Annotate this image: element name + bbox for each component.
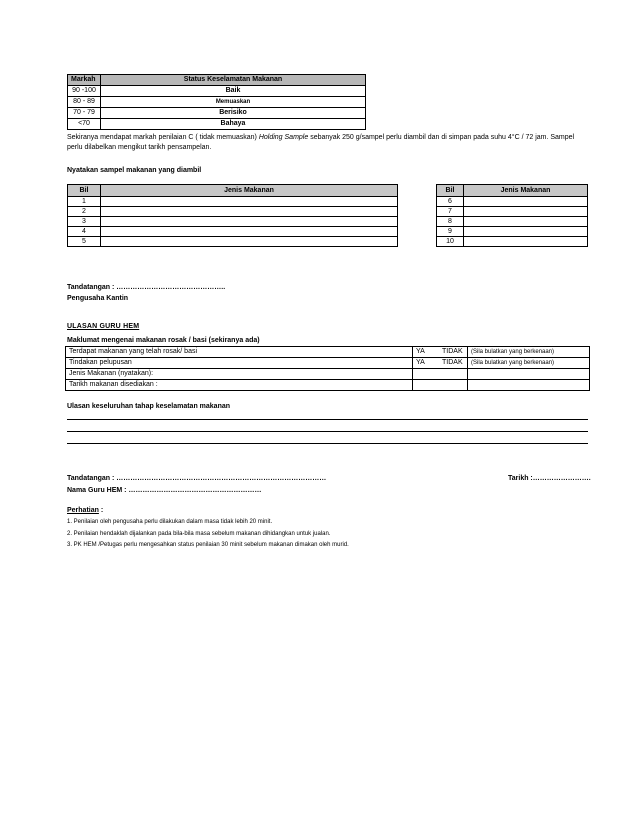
note-item: 3. PK HEM /Petugas perlu mengesahkan status penilaian 30 minit sebelum makanan dimakan oleh murid. [67,542,349,548]
table-row [68,217,588,227]
tidak-option[interactable]: TIDAK [439,358,468,369]
empty-cell[interactable] [413,369,440,380]
header-bil-left: Bil [68,185,101,197]
hem-title: ULASAN GURU HEM [67,323,140,330]
holding-sample-note [67,133,597,153]
ya-option[interactable]: YA [413,347,440,358]
hem-row-label: Jenis Makanan (nyatakan): [66,369,413,380]
comment-line[interactable] [67,443,588,444]
note-line-1-pre: Sekiranya mendapat markah penilaian C ( tidak memuaskan) [67,134,259,141]
jenis-makanan-field[interactable] [464,237,588,247]
status-cell: Memuaskan [101,97,366,108]
table-row [68,207,588,217]
bil-cell: 1 [68,197,101,207]
jenis-makanan-field[interactable] [464,207,588,217]
notes-title [67,506,103,516]
signature-line-canteen: Tandatangan : ……………………………………….. [67,284,226,291]
status-cell: Baik [101,86,366,97]
jenis-makanan-field[interactable] [101,207,398,217]
tidak-option[interactable]: TIDAK [439,347,468,358]
bil-cell: 4 [68,227,101,237]
empty-cell[interactable] [439,380,468,391]
header-status: Status Keselamatan Makanan [101,75,366,86]
hem-row-label: Tarikh makanan disediakan : [66,380,413,391]
jenis-makanan-field[interactable] [464,227,588,237]
jenis-makanan-field[interactable] [101,217,398,227]
jenis-makanan-field[interactable] [101,227,398,237]
signature-role-canteen: Pengusaha Kantin [67,295,129,302]
table-row [68,108,366,119]
bil-cell: 8 [437,217,464,227]
bil-cell: 10 [437,237,464,247]
jenis-makanan-field[interactable] [101,197,398,207]
circle-note: (Sila bulatkan yang berkenaan) [468,347,590,358]
gap-cell [398,197,437,207]
gap-cell [398,217,437,227]
sample-heading: Nyatakan sampel makanan yang diambil [67,167,202,174]
jenis-makanan-field[interactable] [464,197,588,207]
notes-title-text: Perhatian [67,507,99,514]
status-cell: Berisiko [101,108,366,119]
overall-heading: Ulasan keseluruhan tahap keselamatan makanan [67,403,231,410]
bil-cell: 6 [437,197,464,207]
markah-cell: 70 - 79 [68,108,101,119]
table-row [68,227,588,237]
table-row [68,197,588,207]
jenis-makanan-field[interactable] [101,237,398,247]
note-item: 1. Penilaian oleh pengusaha perlu dilakukan dalam masa tidak lebih 20 minit. [67,519,273,525]
hem-row-label: Terdapat makanan yang telah rosak/ basi [66,347,413,358]
note-item: 2. Penilaian hendaklah dijalankan pada bila-bila masa sebelum makanan dihidangkan untuk jualan. [67,531,331,537]
comment-line[interactable] [67,431,588,432]
bil-cell: 3 [68,217,101,227]
hem-table [65,346,590,391]
bil-cell: 2 [68,207,101,217]
table-row [68,97,366,108]
table-row [68,86,366,97]
notes-title-colon: : [98,507,104,514]
empty-cell[interactable] [439,369,468,380]
bil-cell: 9 [437,227,464,237]
hem-row-label: Tindakan pelupusan [66,358,413,369]
bil-cell: 5 [68,237,101,247]
empty-cell[interactable] [468,380,590,391]
header-jenis-left: Jenis Makanan [101,185,398,197]
note-line-1 [67,133,597,143]
header-markah: Markah [68,75,101,86]
note-line-2: perlu dilabelkan mengikut tarikh pensampelan. [67,144,212,151]
header-jenis-right: Jenis Makanan [464,185,588,197]
hem-name-line: Nama Guru HEM : ………………………………………………… [67,487,262,494]
note-line-1-post: sebanyak 250 g/sampel perlu diambil dan di simpan pada suhu 4°C / 72 jam. Sampel [308,134,575,141]
table-row [68,237,588,247]
status-table [67,74,366,130]
status-table-header [68,75,366,86]
table-row [66,358,590,369]
note-line-1-italic: Holding Sample [258,134,309,141]
hem-subtitle: Maklumat mengenai makanan rosak / basi (sekiranya ada) [67,337,260,344]
empty-cell[interactable] [413,380,440,391]
table-row [66,380,590,391]
empty-cell[interactable] [468,369,590,380]
header-bil-right: Bil [437,185,464,197]
circle-note: (Sila bulatkan yang berkenaan) [468,358,590,369]
markah-cell: <70 [68,119,101,130]
table-row [68,119,366,130]
date-line: Tarikh :……………………. [508,475,591,482]
gap-cell [398,207,437,217]
sample-table-header [68,185,588,197]
comment-line[interactable] [67,419,588,420]
bil-cell: 7 [437,207,464,217]
jenis-makanan-field[interactable] [464,217,588,227]
gap-cell [398,237,437,247]
ya-option[interactable]: YA [413,358,440,369]
table-row [66,347,590,358]
signature-line-hem: Tandatangan : ……………………………………………………………………………… [67,475,327,482]
markah-cell: 80 - 89 [68,97,101,108]
markah-cell: 90 -100 [68,86,101,97]
sample-table [67,184,588,247]
gap-cell [398,227,437,237]
header-gap [398,185,437,197]
status-cell: Bahaya [101,119,366,130]
table-row [66,369,590,380]
